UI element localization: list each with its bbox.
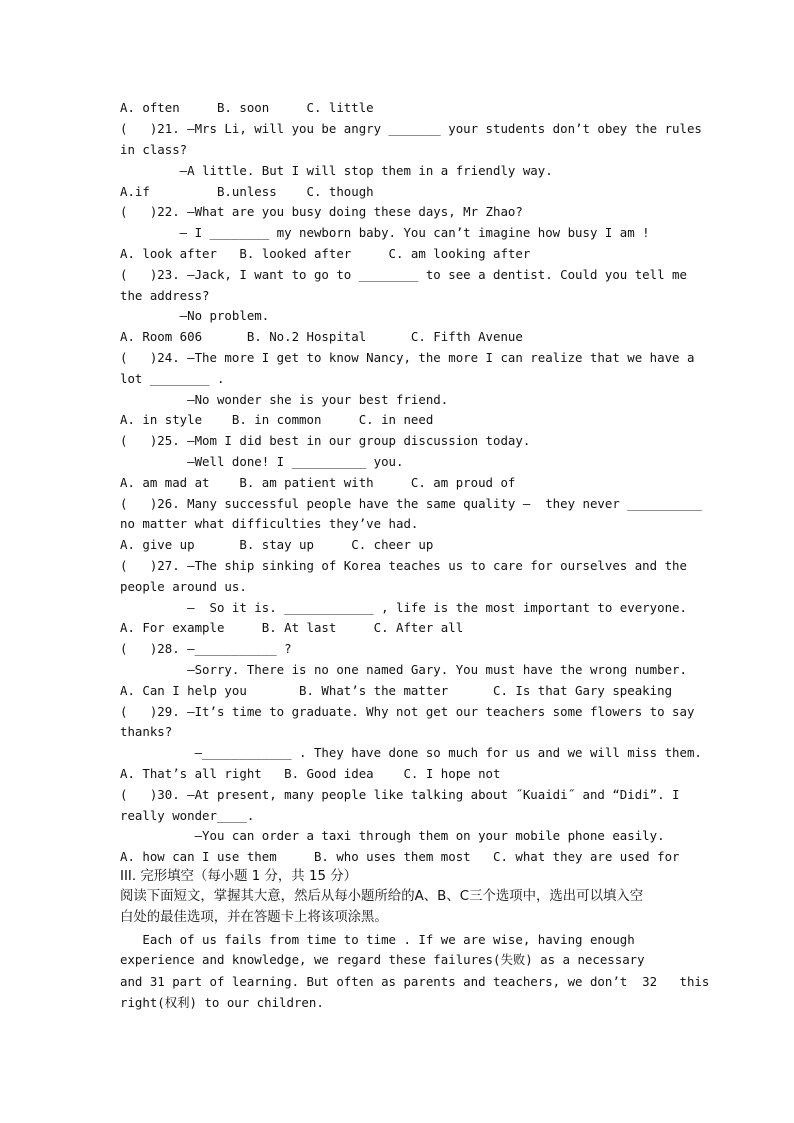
answer-30: —You can order a taxi through them on your mobile phone easily. bbox=[120, 828, 665, 843]
question-30: ( )30. —At present, many people like talking about ˝Kuaidi˝ and “Didi”. I bbox=[120, 787, 680, 802]
passage-line-1: Each of us fails from time to time . If we are wise, having enough bbox=[120, 932, 635, 947]
question-27: ( )27. —The ship sinking of Korea teaches us to care for ourselves and the bbox=[120, 558, 687, 573]
question-22: ( )22. —What are you busy doing these days, Mr Zhao? bbox=[120, 204, 523, 219]
section-instructions-cont: 白处的最佳选项，并在答题卡上将该项涂黑。 bbox=[120, 910, 388, 925]
question-26: ( )26. Many successful people have the same quality — they never __________ bbox=[120, 496, 702, 511]
options-line-30: A. how can I use them B. who uses them most C. what they are used for bbox=[120, 849, 680, 864]
options-line-24: A. in style B. in common C. in need bbox=[120, 412, 434, 427]
section-instructions: 阅读下面短文，掌握其大意，然后从每小题所给的A、B、C三个选项中，选出可以填入空 bbox=[120, 889, 644, 904]
passage-line-4: right(权利) to our children. bbox=[120, 995, 324, 1010]
answer-23: —No problem. bbox=[120, 308, 270, 323]
options-line-28: A. Can I help you B. What’s the matter C. Is that Gary speaking bbox=[120, 683, 673, 698]
question-24: ( )24. —The more I get to know Nancy, the more I can realize that we have a bbox=[120, 350, 695, 365]
passage-line-3: and 31 part of learning. But often as parents and teachers, we don’t 32 this bbox=[120, 974, 710, 989]
section-heading: III. 完形填空（每小题 1 分，共 15 分） bbox=[120, 869, 358, 884]
passage-line-2: experience and knowledge, we regard these failures(失败) as a necessary bbox=[120, 952, 645, 967]
answer-22: — I ________ my newborn baby. You can’t imagine how busy I am ! bbox=[120, 225, 650, 240]
question-21: ( )21. —Mrs Li, will you be angry _______ your students don’t obey the rules bbox=[120, 121, 702, 136]
answer-28: —Sorry. There is no one named Gary. You must have the wrong number. bbox=[120, 662, 687, 677]
options-line-29: A. That’s all right B. Good idea C. I hope not bbox=[120, 766, 501, 781]
answer-24: —No wonder she is your best friend. bbox=[120, 392, 449, 407]
question-25: ( )25. —Mom I did best in our group discussion today. bbox=[120, 433, 531, 448]
question-29: ( )29. —It’s time to graduate. Why not get our teachers some flowers to say bbox=[120, 704, 695, 719]
options-line-26: A. give up B. stay up C. cheer up bbox=[120, 537, 434, 552]
answer-29: —____________ . They have done so much for us and we will miss them. bbox=[120, 745, 702, 760]
options-line-20: A. often B. soon C. little bbox=[120, 100, 374, 115]
options-line-25: A. am mad at B. am patient with C. am proud of bbox=[120, 475, 516, 490]
question-29-cont: thanks? bbox=[120, 724, 173, 739]
options-line-21: A.if B.unless C. though bbox=[120, 184, 374, 199]
question-23-cont: the address? bbox=[120, 288, 210, 303]
question-21-cont: in class? bbox=[120, 142, 188, 157]
answer-27: — So it is. ____________ , life is the most important to everyone. bbox=[120, 600, 687, 615]
answer-25: —Well done! I __________ you. bbox=[120, 454, 404, 469]
options-line-27: A. For example B. At last C. After all bbox=[120, 620, 464, 635]
question-23: ( )23. —Jack, I want to go to ________ to see a dentist. Could you tell me bbox=[120, 267, 687, 282]
question-24-cont: lot ________ . bbox=[120, 371, 225, 386]
question-30-cont: really wonder____. bbox=[120, 808, 255, 823]
question-27-cont: people around us. bbox=[120, 579, 247, 594]
options-line-23: A. Room 606 B. No.2 Hospital C. Fifth Avenue bbox=[120, 329, 523, 344]
options-line-22: A. look after B. looked after C. am looking after bbox=[120, 246, 531, 261]
answer-21: —A little. But I will stop them in a friendly way. bbox=[120, 163, 553, 178]
question-28: ( )28. —___________ ? bbox=[120, 641, 292, 656]
question-26-cont: no matter what difficulties they’ve had. bbox=[120, 516, 419, 531]
